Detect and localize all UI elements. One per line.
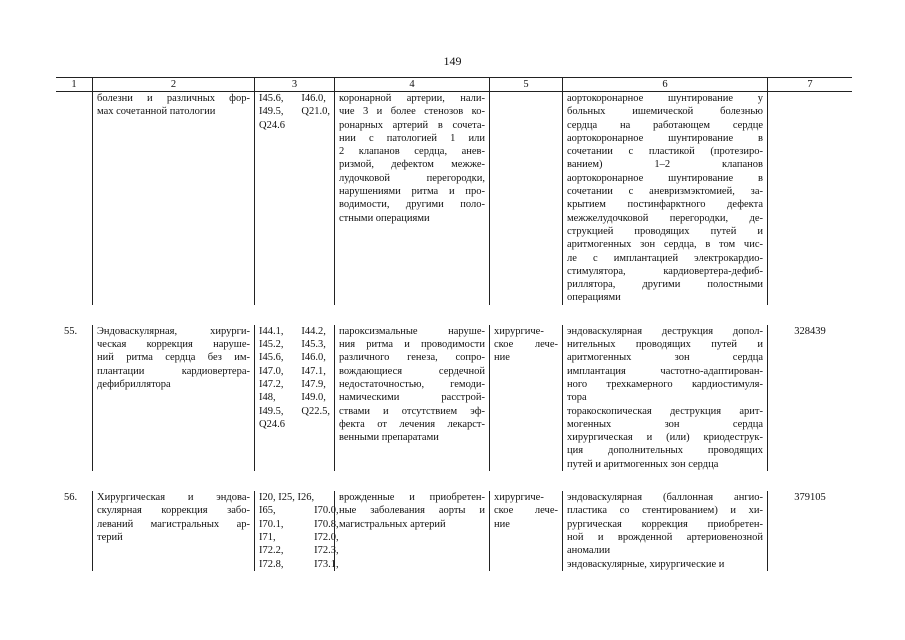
icd-code xyxy=(301,418,330,431)
icd-code: I47.9, xyxy=(301,378,326,390)
diagnosis-line: стными операциями xyxy=(339,212,430,224)
diagnosis-line: лудочковой перегородки, xyxy=(339,172,485,184)
icd-code: I44.2, xyxy=(301,325,326,337)
procedure-name-line: Хирургическая и эндова- xyxy=(97,492,250,504)
icd-code: I70.0, xyxy=(314,505,339,517)
icd-code: I71, xyxy=(259,531,276,543)
diagnosis-description-cell xyxy=(334,491,489,571)
treatment-method-line: ной и врожденной артериовенозной xyxy=(567,531,763,543)
price-value: 328439 xyxy=(794,325,826,337)
diagnosis-line: чие 3 и более стенозов ко- xyxy=(339,106,485,118)
icd-codes-grid xyxy=(259,491,339,571)
column-header: 2 xyxy=(92,78,254,91)
icd-code: I46.0, xyxy=(301,93,326,104)
table-row xyxy=(56,305,852,471)
diagnosis-line: ния ритма и проводимости xyxy=(339,339,485,351)
icd-code: Q24.6 xyxy=(259,418,285,430)
treatment-type-line: хирургиче- xyxy=(494,492,544,504)
treatment-method-line: аритмогенных зон сердца xyxy=(567,352,763,364)
row-number: 56. xyxy=(64,492,78,504)
diagnosis-description-cell xyxy=(334,325,489,471)
icd-code: Q21.0, xyxy=(301,106,330,118)
diagnosis-description-cell xyxy=(334,92,489,305)
treatment-method-line: торакоскопическая деструкция арит- xyxy=(567,405,763,417)
procedure-name-cell xyxy=(92,92,254,305)
treatment-type-line: ние xyxy=(494,518,510,530)
treatment-method-line: могенных зон сердца xyxy=(567,418,763,430)
icd-code: I45.3, xyxy=(301,339,326,351)
treatment-method-line: имплантация частотно-адаптирован- xyxy=(567,365,763,377)
icd-code xyxy=(301,119,330,132)
treatment-method-line: риллятора, другими полостными xyxy=(567,279,763,291)
icd-code: I45.6, xyxy=(259,352,284,364)
price-cell xyxy=(767,92,852,305)
column-header: 3 xyxy=(254,78,334,91)
procedure-name-line: леваний магистральных ар- xyxy=(97,518,250,530)
treatment-type-cell xyxy=(489,325,562,471)
diagnosis-line: водимости, другими поло- xyxy=(339,199,485,211)
treatment-method-line: эндоваскулярная (баллонная ангио- xyxy=(567,492,763,504)
procedure-name-line: терий xyxy=(97,531,123,543)
treatment-method-line: сочетании с пластикой (протезиро- xyxy=(567,146,763,158)
icd-code: I47.2, xyxy=(259,378,284,390)
column-header: 4 xyxy=(334,78,489,91)
icd-codes-cell xyxy=(254,491,339,571)
icd-code: I45.6, xyxy=(259,93,284,104)
icd-code: I70.1, xyxy=(259,518,284,530)
procedures-table xyxy=(56,77,852,571)
column-header-row xyxy=(56,77,852,92)
diagnosis-line: намическими расстрой- xyxy=(339,392,485,404)
icd-code: I47.0, xyxy=(259,365,284,377)
treatment-method-line: эндоваскулярные, хирургические и xyxy=(567,558,725,570)
icd-code: I72.8, xyxy=(259,558,284,570)
treatment-method-cell xyxy=(562,92,767,305)
treatment-method-line: пластика со стентированием) и хи- xyxy=(567,505,763,517)
treatment-method-line: аортокоронарное шунтирование в xyxy=(567,172,763,184)
icd-codes-grid xyxy=(259,92,330,132)
treatment-method-line: аортокоронарное шунтирование в xyxy=(567,132,763,144)
row-number-cell xyxy=(56,92,92,305)
treatment-type-line: ское лече- xyxy=(494,339,558,351)
treatment-method-line: тора xyxy=(567,392,587,404)
row-number: 55. xyxy=(64,325,78,337)
treatment-method-line: ция дополнительных проводящих xyxy=(567,445,763,457)
treatment-method-line: ле с имплантацией электрокардио- xyxy=(567,252,763,264)
column-header: 7 xyxy=(767,78,852,91)
treatment-method-line: эндоваскулярная деструкция допол- xyxy=(567,325,763,337)
table-body xyxy=(56,92,852,571)
treatment-method-line: рургическая коррекция приобретен- xyxy=(567,518,763,530)
column-header: 5 xyxy=(489,78,562,91)
icd-codes-cell xyxy=(254,92,334,305)
icd-code: I49.5, xyxy=(259,405,284,417)
procedure-name-line: ний ритма сердца без им- xyxy=(97,352,250,364)
treatment-method-line: хирургическая и (или) криодеструк- xyxy=(567,432,763,444)
icd-code: I48, xyxy=(259,392,276,404)
icd-code: I44.1, xyxy=(259,325,284,337)
treatment-method-line: аортокоронарное шунтирование у xyxy=(567,93,763,104)
diagnosis-line: нии с патологией 1 или xyxy=(339,132,485,144)
column-header: 6 xyxy=(562,78,767,91)
price-value: 379105 xyxy=(794,492,826,504)
treatment-method-cell xyxy=(562,491,767,571)
diagnosis-line: врожденные и приобретен- xyxy=(339,492,485,504)
diagnosis-line: пароксизмальные наруше- xyxy=(339,325,485,337)
treatment-method-line: крытием постинфарктного дефекта xyxy=(567,199,763,211)
icd-code: I45.2, xyxy=(259,339,284,351)
icd-code: I70.8, xyxy=(314,518,339,530)
treatment-type-cell xyxy=(489,491,562,571)
procedure-name-line: скулярная коррекция забо- xyxy=(97,505,250,517)
icd-code: I72.3, xyxy=(314,545,339,557)
treatment-method-line: струкцией проводящих путей и xyxy=(567,225,763,237)
treatment-method-line: ного трехкамерного кардиостимуля- xyxy=(567,378,763,390)
icd-code: Q24.6 xyxy=(259,119,285,131)
procedure-name-line: мах сочетанной патологии xyxy=(97,106,216,118)
column-header: 1 xyxy=(71,79,77,90)
treatment-method-line: аритмогенных зон сердца, в том чис- xyxy=(567,239,763,251)
table-row xyxy=(56,471,852,571)
treatment-type-cell xyxy=(489,92,562,305)
diagnosis-line: коронарной артерии, нали- xyxy=(339,93,485,104)
treatment-method-line: ванием) 1–2 клапанов xyxy=(567,159,763,171)
diagnosis-line: ные заболевания аорты и xyxy=(339,505,485,517)
icd-codes-cell xyxy=(254,325,334,471)
diagnosis-line: ризмой, дефектом межже- xyxy=(339,159,485,171)
diagnosis-line: 2 клапанов сердца, анев- xyxy=(339,146,485,158)
procedure-name-cell xyxy=(92,491,254,571)
icd-code: I73.1, xyxy=(314,558,339,570)
diagnosis-line: фекта от лечения лекарст- xyxy=(339,418,485,430)
treatment-method-line: нительных проводящих путей и xyxy=(567,339,763,351)
icd-code: Q22.5, xyxy=(301,405,330,417)
diagnosis-line: венными препаратами xyxy=(339,432,439,444)
icd-code: I49.0, xyxy=(301,392,326,404)
treatment-type-line: ское лече- xyxy=(494,505,558,517)
treatment-method-line: стимулятора, кардиовертера-дефиб- xyxy=(567,265,763,277)
diagnosis-line: нарушениями ритма и про- xyxy=(339,186,485,198)
treatment-method-cell xyxy=(562,325,767,471)
procedure-name-line: плантации кардиовертера- xyxy=(97,365,250,377)
price-cell xyxy=(767,325,852,471)
diagnosis-line: недостаточностью, гемоди- xyxy=(339,378,485,390)
procedure-name-line: Эндоваскулярная, хирурги- xyxy=(97,325,250,337)
treatment-method-line: межжелудочковой перегородки, де- xyxy=(567,212,763,224)
icd-code: I47.1, xyxy=(301,365,326,377)
treatment-method-line: операциями xyxy=(567,292,621,304)
icd-code: I72.0, xyxy=(314,531,339,543)
row-number-cell xyxy=(56,325,92,471)
icd-codes-grid xyxy=(259,325,330,431)
procedure-name-line: болезни и различных фор- xyxy=(97,93,250,104)
table-row xyxy=(56,92,852,305)
procedure-name-line: дефибриллятора xyxy=(97,378,171,390)
treatment-method-line: больных ишемической болезнью xyxy=(567,106,763,118)
icd-code: I46.0, xyxy=(301,352,326,364)
icd-code: I72.2, xyxy=(259,545,284,557)
icd-code: I65, xyxy=(259,505,276,517)
diagnosis-line: ствами и отсутствием эф- xyxy=(339,405,485,417)
diagnosis-line: магистральных артерий xyxy=(339,518,446,530)
page-number: 149 xyxy=(443,54,462,68)
row-number-cell xyxy=(56,491,92,571)
diagnosis-line: вождающиеся сердечной xyxy=(339,365,485,377)
treatment-method-line: путей и аритмогенных зон сердца xyxy=(567,458,719,470)
treatment-method-line: аномалии xyxy=(567,545,611,557)
treatment-method-line: сочетании с аневризмэктомией, за- xyxy=(567,186,763,198)
diagnosis-line: различного генеза, сопро- xyxy=(339,352,485,364)
diagnosis-line: ронарных артерий в сочета- xyxy=(339,119,485,131)
treatment-method-line: сердца на работающем сердце xyxy=(567,119,763,131)
icd-code: I49.5, xyxy=(259,106,284,118)
price-cell xyxy=(767,491,852,571)
treatment-type-line: ние xyxy=(494,352,510,364)
procedure-name-cell xyxy=(92,325,254,471)
procedure-name-line: ческая коррекция наруше- xyxy=(97,339,250,351)
treatment-type-line: хирургиче- xyxy=(494,325,544,337)
icd-code: I20, I25, I26, xyxy=(259,492,315,504)
